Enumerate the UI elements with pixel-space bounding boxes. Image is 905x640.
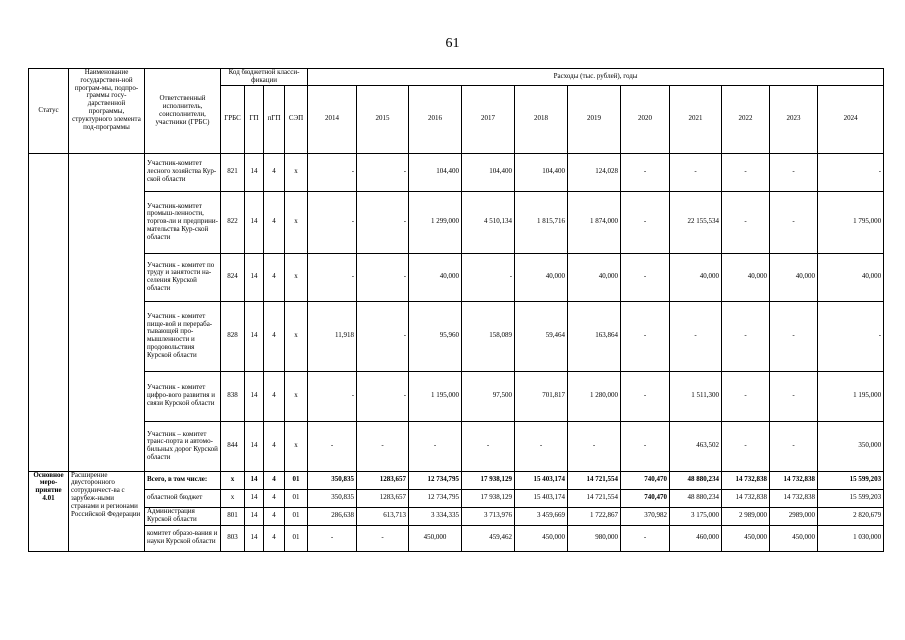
code-cell: 801	[221, 507, 245, 525]
value-cell: -	[308, 421, 357, 471]
value-cell: 14 732,838	[770, 489, 818, 507]
value-cell: -	[308, 371, 357, 421]
value-cell: 450,000	[409, 525, 462, 551]
value-cell: 450,000	[770, 525, 818, 551]
value-cell: 1283,657	[357, 489, 409, 507]
value-cell: 12 734,795	[409, 489, 462, 507]
value-cell: 17 938,129	[462, 489, 515, 507]
table-row	[29, 153, 884, 191]
header-year: 2017	[462, 85, 515, 153]
value-cell: 59,464	[515, 301, 568, 371]
value-cell: -	[357, 525, 409, 551]
value-cell: 40,000	[515, 253, 568, 301]
value-cell: 1283,657	[357, 471, 409, 489]
code-cell: 14	[245, 191, 264, 253]
code-cell: х	[221, 471, 245, 489]
value-cell: 1 815,716	[515, 191, 568, 253]
value-cell: 1 030,000	[818, 525, 884, 551]
code-cell: 01	[285, 471, 308, 489]
code-cell: 844	[221, 421, 245, 471]
value-cell: -	[770, 371, 818, 421]
participant-cell: областной бюджет	[145, 489, 221, 507]
value-cell: 1 874,000	[568, 191, 621, 253]
value-cell: -	[670, 153, 722, 191]
value-cell: 48 880,234	[670, 489, 722, 507]
value-cell: -	[722, 191, 770, 253]
value-cell: 48 880,234	[670, 471, 722, 489]
code-cell: 828	[221, 301, 245, 371]
value-cell: 1 195,000	[818, 371, 884, 421]
code-cell: 803	[221, 525, 245, 551]
code-cell: 4	[264, 471, 285, 489]
value-cell: -	[308, 191, 357, 253]
value-cell: 158,089	[462, 301, 515, 371]
value-cell: -	[818, 153, 884, 191]
code-cell: 4	[264, 489, 285, 507]
value-cell: 22 155,534	[670, 191, 722, 253]
value-cell: 104,400	[515, 153, 568, 191]
value-cell: -	[308, 253, 357, 301]
value-cell: 163,864	[568, 301, 621, 371]
value-cell: -	[818, 301, 884, 371]
code-cell: х	[285, 371, 308, 421]
table-row	[29, 507, 884, 525]
table-row	[29, 489, 884, 507]
code-cell: х	[285, 421, 308, 471]
code-cell: 4	[264, 525, 285, 551]
code-cell: 14	[245, 301, 264, 371]
value-cell: 450,000	[722, 525, 770, 551]
value-cell: 1 280,000	[568, 371, 621, 421]
participant-cell: Участник-комитет лесного хозяйства Кур-ской области	[145, 153, 221, 191]
table-row	[29, 301, 884, 371]
value-cell: 370,982	[621, 507, 670, 525]
code-cell: 14	[245, 507, 264, 525]
value-cell: 2 820,679	[818, 507, 884, 525]
code-cell: 4	[264, 253, 285, 301]
table-row	[29, 421, 884, 471]
value-cell: -	[722, 301, 770, 371]
code-cell: 01	[285, 525, 308, 551]
value-cell: 14 732,838	[722, 471, 770, 489]
value-cell: 350,835	[308, 489, 357, 507]
header-code-grbs: ГРБС	[221, 85, 245, 153]
value-cell: 740,470	[621, 489, 670, 507]
value-cell: 15 599,203	[818, 489, 884, 507]
code-cell: х	[285, 253, 308, 301]
table-row	[29, 471, 884, 489]
code-cell: х	[285, 301, 308, 371]
value-cell: 4 510,134	[462, 191, 515, 253]
value-cell: 15 403,174	[515, 489, 568, 507]
value-cell: 14 732,838	[770, 471, 818, 489]
header-code-sep: СЭП	[285, 85, 308, 153]
header-budget-code: Код бюджетной класси-фикации	[221, 69, 308, 86]
header-responsible: Ответственный исполнитель, соисполнители, участники (ГРБС)	[145, 69, 221, 154]
value-cell: 104,400	[462, 153, 515, 191]
value-cell: -	[770, 153, 818, 191]
header-year: 2016	[409, 85, 462, 153]
code-cell: х	[285, 153, 308, 191]
code-cell: 838	[221, 371, 245, 421]
budget-table	[28, 68, 884, 552]
value-cell: -	[357, 301, 409, 371]
value-cell: -	[621, 253, 670, 301]
value-cell: -	[462, 253, 515, 301]
value-cell: -	[462, 421, 515, 471]
value-cell: 40,000	[722, 253, 770, 301]
value-cell: 40,000	[670, 253, 722, 301]
value-cell: -	[621, 525, 670, 551]
participant-cell: Всего, в том числе:	[145, 471, 221, 489]
value-cell: 2989,000	[770, 507, 818, 525]
value-cell: -	[621, 301, 670, 371]
header-year: 2024	[818, 85, 884, 153]
participant-cell: Участник - комитет по труду и занятости на-селения Курской области	[145, 253, 221, 301]
code-cell: 14	[245, 471, 264, 489]
value-cell: 3 334,335	[409, 507, 462, 525]
value-cell: -	[357, 153, 409, 191]
value-cell: 40,000	[568, 253, 621, 301]
value-cell: 350,000	[818, 421, 884, 471]
value-cell: -	[770, 421, 818, 471]
value-cell: 1 195,000	[409, 371, 462, 421]
value-cell: -	[308, 525, 357, 551]
value-cell: 1 795,000	[818, 191, 884, 253]
table-row	[29, 253, 884, 301]
participant-cell: Участник - комитет цифро-вого развития и связи Курской области	[145, 371, 221, 421]
header-code-pgp: пГП	[264, 85, 285, 153]
header-year: 2020	[621, 85, 670, 153]
table-row	[29, 525, 884, 551]
code-cell: 4	[264, 371, 285, 421]
value-cell: 2 989,000	[722, 507, 770, 525]
value-cell: 3 713,976	[462, 507, 515, 525]
value-cell: 613,713	[357, 507, 409, 525]
value-cell: 350,835	[308, 471, 357, 489]
header-year: 2014	[308, 85, 357, 153]
value-cell: 14 721,554	[568, 489, 621, 507]
value-cell: -	[357, 371, 409, 421]
value-cell: -	[670, 301, 722, 371]
value-cell: -	[621, 191, 670, 253]
value-cell: 740,470	[621, 471, 670, 489]
value-cell: 3 175,000	[670, 507, 722, 525]
code-cell: 822	[221, 191, 245, 253]
value-cell: 980,000	[568, 525, 621, 551]
value-cell: 95,960	[409, 301, 462, 371]
name-cell-empty	[69, 153, 145, 471]
code-cell: 14	[245, 253, 264, 301]
value-cell: 459,462	[462, 525, 515, 551]
value-cell: 11,918	[308, 301, 357, 371]
value-cell: -	[770, 301, 818, 371]
value-cell: 14 721,554	[568, 471, 621, 489]
header-year: 2022	[722, 85, 770, 153]
code-cell: 4	[264, 191, 285, 253]
value-cell: 12 734,795	[409, 471, 462, 489]
table-row	[29, 371, 884, 421]
code-cell: 01	[285, 507, 308, 525]
value-cell: -	[357, 191, 409, 253]
value-cell: -	[722, 153, 770, 191]
value-cell: -	[357, 421, 409, 471]
value-cell: 104,400	[409, 153, 462, 191]
value-cell: 15 403,174	[515, 471, 568, 489]
value-cell: -	[515, 421, 568, 471]
header-year: 2023	[770, 85, 818, 153]
value-cell: -	[621, 421, 670, 471]
code-cell: 14	[245, 489, 264, 507]
page-number: 61	[445, 36, 460, 51]
value-cell: -	[770, 191, 818, 253]
value-cell: 40,000	[409, 253, 462, 301]
code-cell: х	[285, 191, 308, 253]
value-cell: -	[621, 371, 670, 421]
header-year: 2018	[515, 85, 568, 153]
code-cell: 14	[245, 421, 264, 471]
value-cell: 460,000	[670, 525, 722, 551]
value-cell: -	[409, 421, 462, 471]
value-cell: 286,638	[308, 507, 357, 525]
value-cell: -	[722, 371, 770, 421]
value-cell: 1 299,000	[409, 191, 462, 253]
header-status: Статус	[29, 69, 69, 154]
code-cell: 01	[285, 489, 308, 507]
value-cell: 97,500	[462, 371, 515, 421]
code-cell: 14	[245, 153, 264, 191]
value-cell: 14 732,838	[722, 489, 770, 507]
code-cell: 4	[264, 421, 285, 471]
participant-cell: Администрация Курской области	[145, 507, 221, 525]
header-name: Наименование государствен-ной програм-мы, подпро-граммы госу-дарственной программы, структурного элемента под-программы	[69, 69, 145, 154]
header-year: 2015	[357, 85, 409, 153]
main-status-cell: Основное меро-приятие 4.01	[29, 471, 69, 551]
table-row	[29, 191, 884, 253]
value-cell: 40,000	[818, 253, 884, 301]
value-cell: -	[568, 421, 621, 471]
value-cell: -	[308, 153, 357, 191]
participant-cell: Участник-комитет промыш-ленности, торгов-ли и предприни-мательства Кур-ской области	[145, 191, 221, 253]
code-cell: 4	[264, 153, 285, 191]
header-expenses: Расходы (тыс. рублей), годы	[308, 69, 884, 86]
participant-cell: Участник - комитет пище-вой и перераба-тывающей про-мышленности и продовольствия Курской области	[145, 301, 221, 371]
main-name-cell: Расширение двусторонного сотрудничест-ва с зарубеж-ными странами и регионами Российской Федерации	[69, 471, 145, 551]
header-code-gp: ГП	[245, 85, 264, 153]
header-year: 2019	[568, 85, 621, 153]
value-cell: -	[357, 253, 409, 301]
header-year: 2021	[670, 85, 722, 153]
value-cell: 40,000	[770, 253, 818, 301]
status-cell-empty	[29, 153, 69, 471]
code-cell: 14	[245, 371, 264, 421]
code-cell: х	[221, 489, 245, 507]
value-cell: 15 599,203	[818, 471, 884, 489]
code-cell: 14	[245, 525, 264, 551]
participant-cell: комитет образо-вания и науки Курской области	[145, 525, 221, 551]
code-cell: 821	[221, 153, 245, 191]
value-cell: -	[621, 153, 670, 191]
code-cell: 4	[264, 507, 285, 525]
value-cell: 3 459,669	[515, 507, 568, 525]
code-cell: 4	[264, 301, 285, 371]
value-cell: 1 722,867	[568, 507, 621, 525]
value-cell: 17 938,129	[462, 471, 515, 489]
participant-cell: Участник – комитет транс-порта и автомо-бильных дорог Курской области	[145, 421, 221, 471]
value-cell: 124,028	[568, 153, 621, 191]
code-cell: 824	[221, 253, 245, 301]
value-cell: 450,000	[515, 525, 568, 551]
value-cell: 1 511,300	[670, 371, 722, 421]
value-cell: 701,817	[515, 371, 568, 421]
value-cell: 463,502	[670, 421, 722, 471]
value-cell: -	[722, 421, 770, 471]
